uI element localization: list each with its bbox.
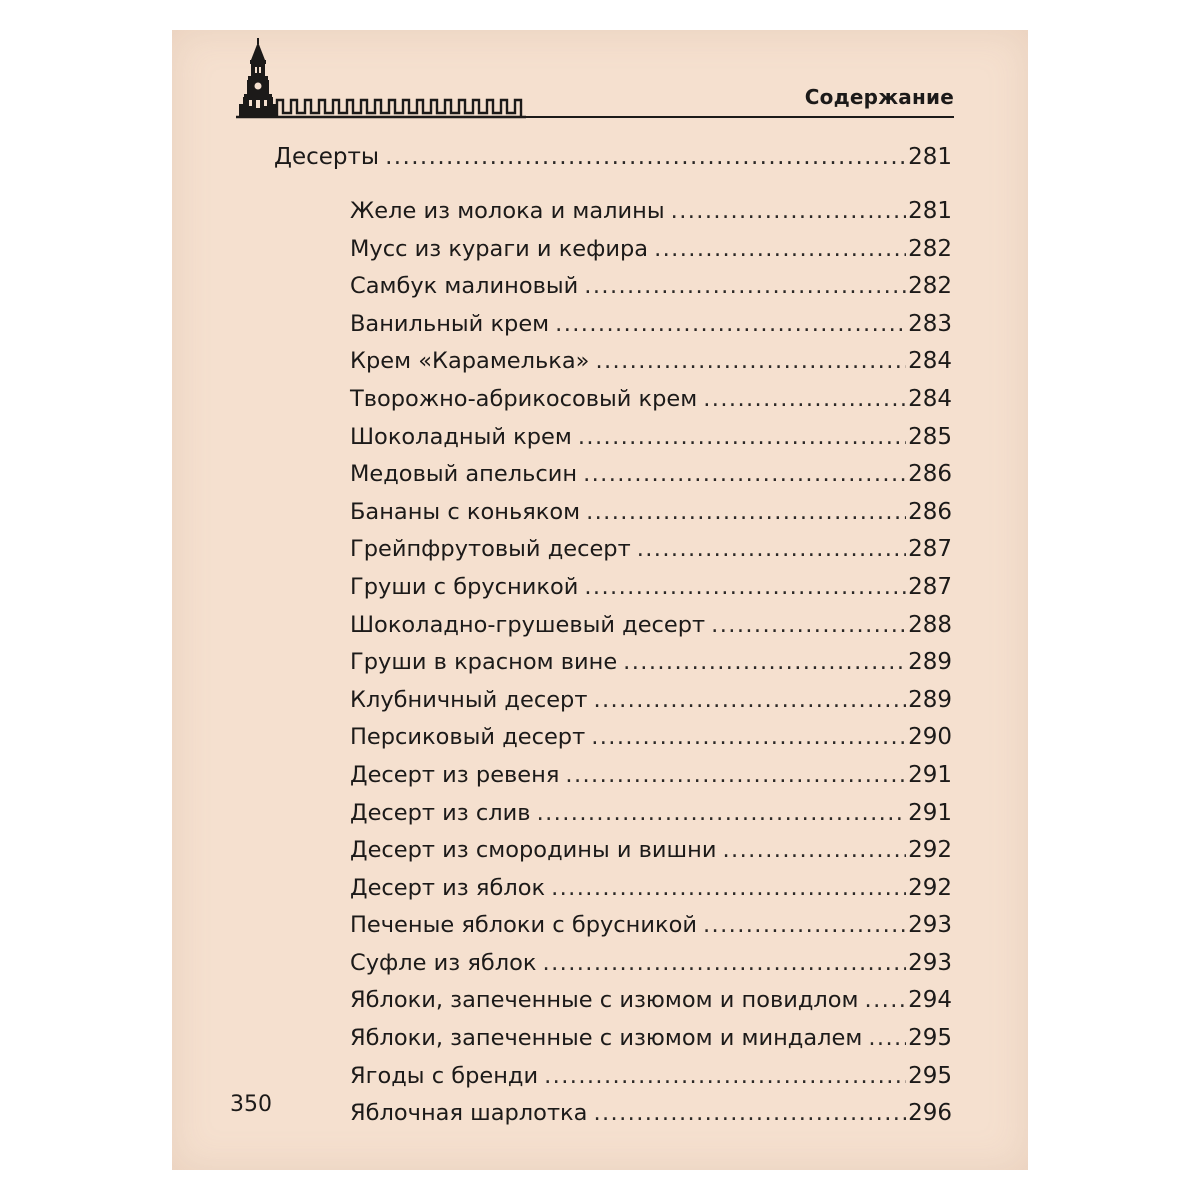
dot-leader (654, 236, 906, 262)
entry-title: Яблоки, запеченные с изюмом и повидлом (350, 987, 859, 1014)
toc-entry (350, 1100, 952, 1138)
entry-page-number: 287 (908, 536, 952, 563)
book-page (172, 30, 1028, 1170)
kremlin-tower-icon (236, 38, 526, 120)
entry-title: Ягоды с бренди (350, 1062, 539, 1089)
entry-title: Груши с брусникой (350, 573, 579, 600)
entry-page-number: 292 (908, 837, 952, 864)
toc-entry (350, 800, 952, 838)
dot-leader (565, 762, 906, 788)
entry-title: Яблочная шарлотка (350, 1100, 588, 1127)
entry-title: Шоколадно-грушевый десерт (350, 611, 706, 638)
toc-entry (350, 461, 952, 499)
dot-leader (593, 1100, 906, 1126)
toc-entry (350, 348, 952, 386)
dot-leader (711, 612, 906, 638)
dot-leader (703, 912, 906, 938)
entry-title: Десерт из слив (350, 799, 531, 826)
dot-leader (868, 1025, 906, 1051)
toc-entry (350, 574, 952, 612)
entry-page-number: 289 (908, 649, 952, 676)
entry-title: Яблоки, запеченные с изюмом и миндалем (350, 1025, 863, 1052)
dot-leader (865, 987, 907, 1013)
entry-title: Крем «Карамелька» (350, 348, 590, 375)
entry-title: Десерт из смородины и вишни (350, 837, 717, 864)
entry-page-number: 293 (908, 912, 952, 939)
toc-entry (350, 198, 952, 236)
section-title: Десерты (274, 144, 380, 170)
toc-entry (350, 987, 952, 1025)
toc-entry (350, 875, 952, 913)
toc-entries (350, 198, 952, 1138)
entry-title: Клубничный десерт (350, 686, 588, 713)
dot-leader (586, 499, 906, 525)
dot-leader (583, 461, 906, 487)
entry-page-number: 286 (908, 461, 952, 488)
toc-entry (350, 536, 952, 574)
entry-page-number: 288 (908, 611, 952, 638)
toc-entry (350, 612, 952, 650)
entry-title: Десерт из яблок (350, 874, 546, 901)
toc-entry (350, 724, 952, 762)
dot-leader (584, 574, 906, 600)
entry-title: Шоколадный крем (350, 423, 572, 450)
entry-title: Медовый апельсин (350, 461, 578, 488)
entry-page-number: 284 (908, 385, 952, 412)
dot-leader (623, 649, 906, 675)
entry-page-number: 290 (908, 724, 952, 751)
dot-leader (637, 536, 906, 562)
toc-entry (350, 1063, 952, 1101)
entry-page-number: 282 (908, 273, 952, 300)
dot-leader (537, 800, 907, 826)
entry-title: Самбук малиновый (350, 273, 579, 300)
page-number: 350 (230, 1092, 272, 1117)
toc-entry (350, 386, 952, 424)
toc-entry (350, 649, 952, 687)
dot-leader (543, 950, 907, 976)
toc-entry (350, 1025, 952, 1063)
entry-page-number: 295 (908, 1062, 952, 1089)
toc-entry (350, 273, 952, 311)
running-head: Содержание (804, 85, 954, 109)
entry-title: Печеные яблоки с брусникой (350, 912, 697, 939)
toc-entry (350, 950, 952, 988)
entry-page-number: 292 (908, 874, 952, 901)
toc-entry (350, 424, 952, 462)
entry-page-number: 291 (908, 799, 952, 826)
entry-page-number: 282 (908, 235, 952, 262)
entry-title: Суфле из яблок (350, 949, 537, 976)
dot-leader (544, 1063, 906, 1089)
toc-entry (350, 236, 952, 274)
toc-entry (350, 837, 952, 875)
toc-entry (350, 762, 952, 800)
entry-title: Бананы с коньяком (350, 498, 581, 525)
dot-leader (584, 273, 906, 299)
dot-leader (385, 144, 906, 170)
section-page-number: 281 (908, 144, 952, 170)
toc-entry (350, 912, 952, 950)
entry-title: Груши в красном вине (350, 649, 618, 676)
entry-page-number: 293 (908, 949, 952, 976)
dot-leader (703, 386, 906, 412)
dot-leader (555, 311, 906, 337)
dot-leader (671, 198, 906, 224)
entry-title: Персиковый десерт (350, 724, 586, 751)
dot-leader (595, 348, 906, 374)
entry-page-number: 283 (908, 310, 952, 337)
toc-entry (350, 499, 952, 537)
entry-page-number: 287 (908, 573, 952, 600)
dot-leader (578, 424, 906, 450)
entry-title: Десерт из ревеня (350, 761, 560, 788)
header-rule (522, 116, 954, 118)
entry-title: Ванильный крем (350, 310, 550, 337)
entry-page-number: 286 (908, 498, 952, 525)
entry-page-number: 281 (908, 198, 952, 224)
dot-leader (722, 837, 906, 863)
toc-entry (350, 311, 952, 349)
dot-leader (591, 724, 906, 750)
entry-title: Желе из молока и малины (350, 198, 665, 224)
toc-section-heading (274, 144, 952, 176)
entry-page-number: 295 (908, 1025, 952, 1052)
entry-title: Грейпфрутовый десерт (350, 536, 631, 563)
entry-page-number: 284 (908, 348, 952, 375)
entry-page-number: 291 (908, 761, 952, 788)
dot-leader (593, 687, 906, 713)
toc-entry (350, 687, 952, 725)
dot-leader (551, 875, 906, 901)
entry-title: Творожно-абрикосовый крем (350, 385, 698, 412)
entry-title: Мусс из кураги и кефира (350, 235, 649, 262)
entry-page-number: 294 (908, 987, 952, 1014)
entry-page-number: 289 (908, 686, 952, 713)
entry-page-number: 296 (908, 1100, 952, 1127)
entry-page-number: 285 (908, 423, 952, 450)
